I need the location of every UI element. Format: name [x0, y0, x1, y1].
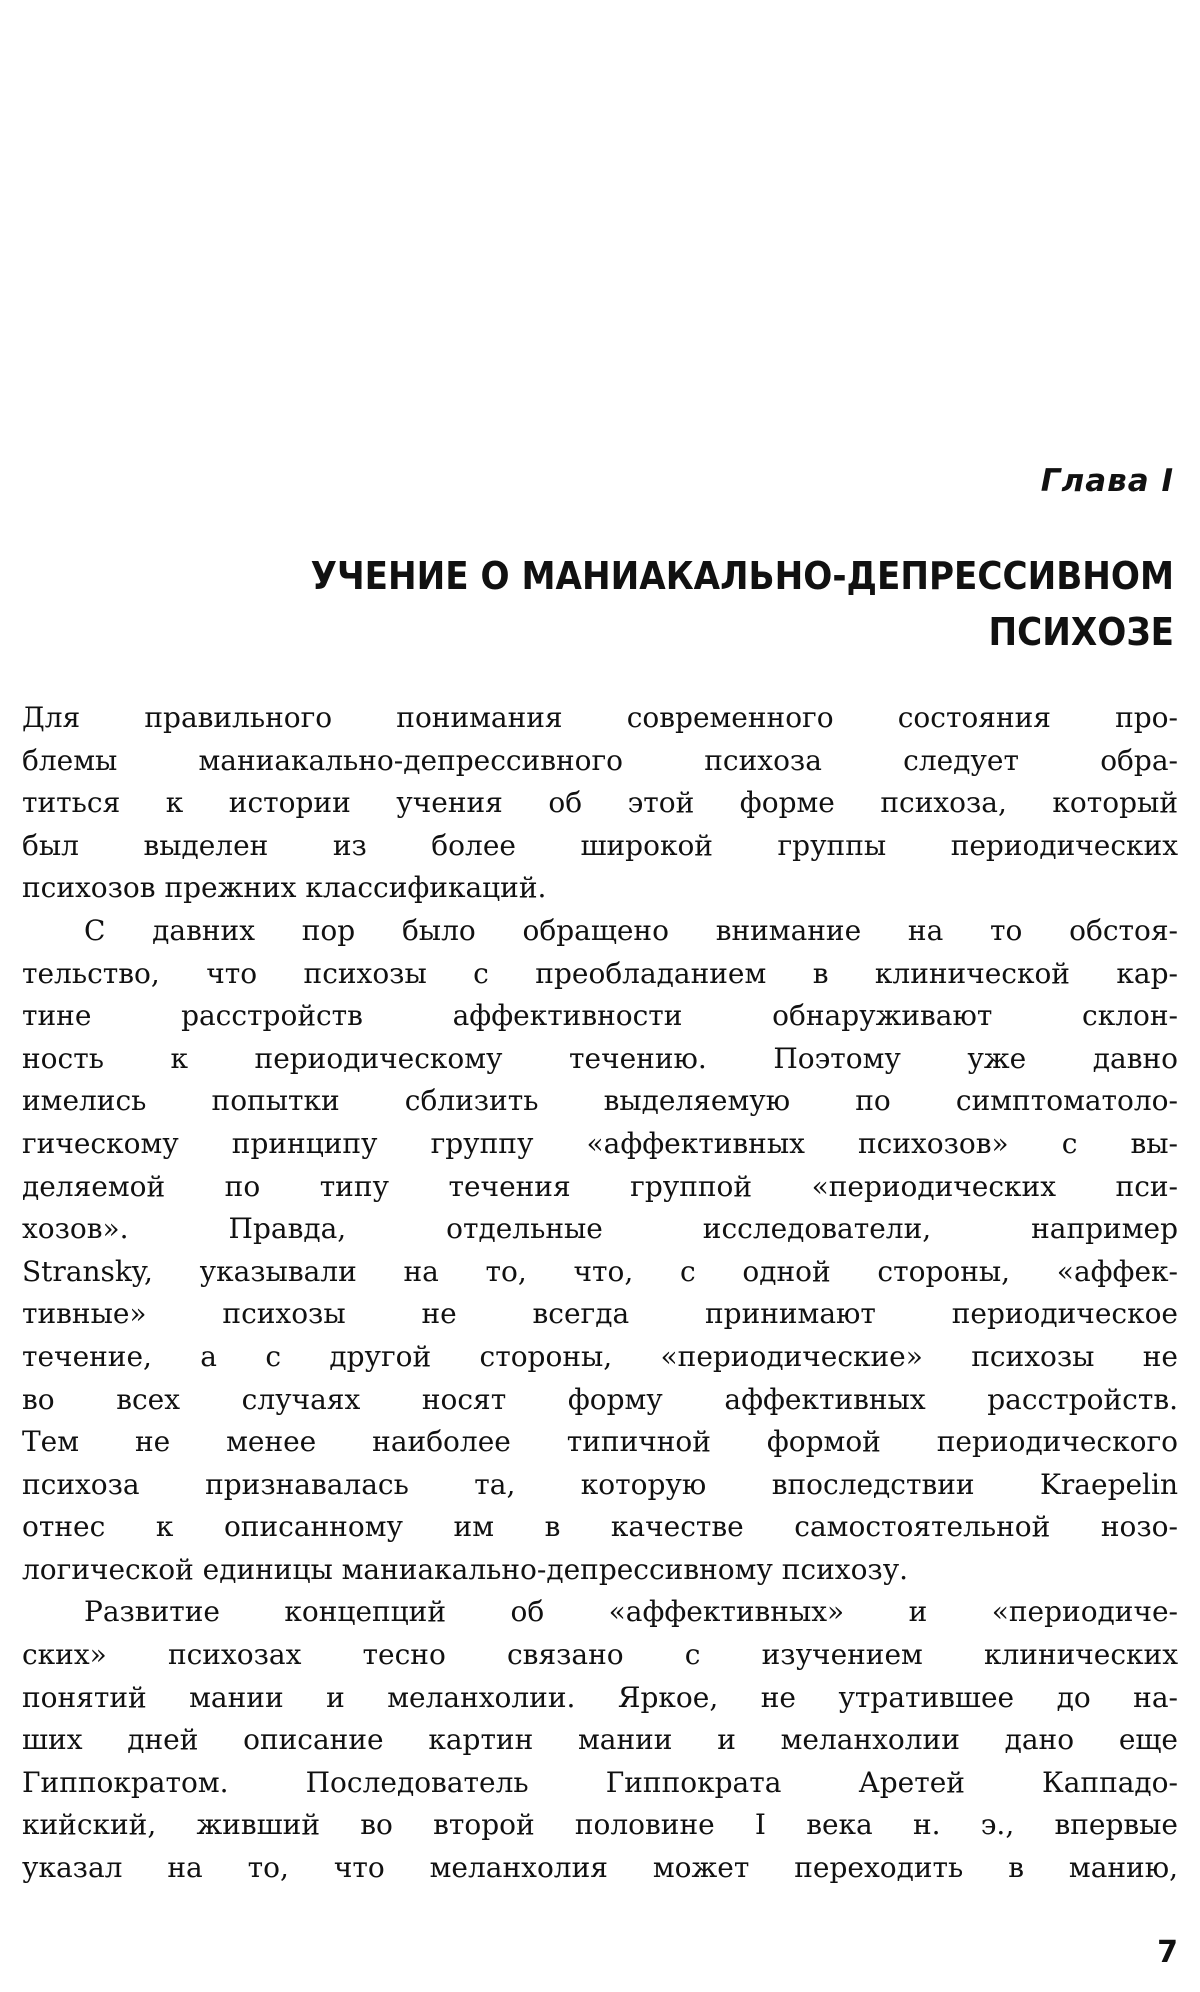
text-line: хозов». Правда, отдельные исследователи, например [22, 1212, 1178, 1246]
text-line: гическому принципу группу «аффективных психозов» с вы- [22, 1126, 1178, 1160]
text-line: течение, а с другой стороны, «периодические» психозы не [22, 1339, 1178, 1373]
text-line: деляемой по типу течения группой «периодических пси- [22, 1169, 1178, 1203]
text-line: понятий мании и меланхолии. Яркое, не утратившее до на- [22, 1680, 1178, 1714]
text-line: Stransky, указывали на то, что, с одной стороны, «аффек- [22, 1254, 1178, 1288]
text-line: Для правильного понимания современного состояния про- [22, 701, 1178, 734]
text-line: логической единицы маниакально-депрессивному психозу. [22, 1552, 909, 1586]
text-line: имелись попытки сблизить выделяемую по симптоматоло- [22, 1084, 1178, 1118]
text-line: психозов прежних классификаций. [22, 871, 547, 905]
text-line: блемы маниакально-депрессивного психоза следует обра- [22, 743, 1178, 777]
text-line: С давних пор было обращено внимание на то обстоя- [84, 913, 1178, 947]
text-line: ских» психозах тесно связано с изучением клинических [22, 1638, 1178, 1672]
text-line: указал на то, что меланхолия может переходить в манию, [22, 1851, 1178, 1885]
text-line: Развитие концепций об «аффективных» и «периодиче- [84, 1595, 1178, 1629]
chapter-title [310, 548, 1174, 660]
text-line: тельство, что психозы с преобладанием в клинической кар- [22, 956, 1178, 990]
chapter-label: Глава I [1040, 463, 1174, 499]
book-page [22, 0, 1182, 1992]
text-line: отнес к описанному им в качестве самостоятельной нозо- [22, 1510, 1178, 1544]
body-text [22, 697, 1178, 1890]
text-line: был выделен из более широкой группы периодических [22, 828, 1178, 862]
paragraph [22, 697, 1178, 910]
page-number: 7 [1157, 1935, 1178, 1970]
text-line: психоза признавалась та, которую впоследствии Kraepelin [22, 1467, 1178, 1501]
text-line: титься к истории учения об этой форме психоза, который [22, 786, 1178, 820]
text-line: тивные» психозы не всегда принимают периодическое [22, 1297, 1178, 1331]
text-line: ность к периодическому течению. Поэтому уже давно [22, 1041, 1178, 1075]
text-line: тине расстройств аффективности обнаруживают склон- [22, 999, 1178, 1033]
text-line: ших дней описание картин мании и меланхолии дано еще [22, 1723, 1178, 1757]
text-line: кийский, живший во второй половине I века н. э., впервые [22, 1808, 1178, 1842]
paragraph [22, 1591, 1178, 1889]
paragraph [22, 910, 1178, 1592]
text-line: Гиппократом. Последователь Гиппократа Аретей Каппадо- [22, 1765, 1178, 1799]
chapter-title-line: УЧЕНИЕ О МАНИАКАЛЬНО-ДЕПРЕССИВНОМ [310, 554, 1175, 598]
chapter-title-line: ПСИХОЗЕ [988, 610, 1174, 654]
text-line: Тем не менее наиболее типичной формой периодического [22, 1425, 1178, 1459]
text-line: во всех случаях носят форму аффективных расстройств. [22, 1382, 1178, 1416]
